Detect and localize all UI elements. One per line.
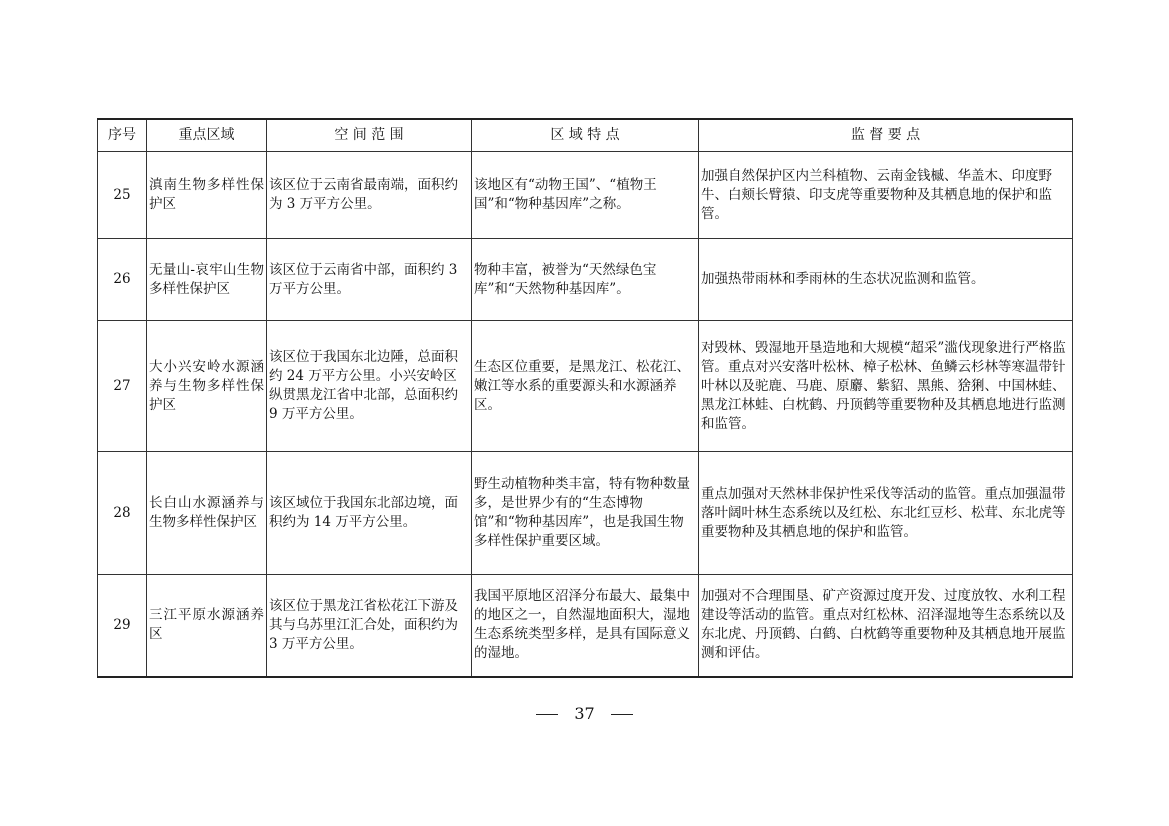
- row-number: 26: [98, 239, 147, 321]
- regions-table: [97, 118, 1073, 678]
- row-scope: 该区位于我国东北边陲，总面积约 24 万平方公里。小兴安岭区纵贯黑龙江省中北部，总面积约 9 万平方公里。: [267, 321, 472, 452]
- row-number: 25: [98, 152, 147, 239]
- row-number: 28: [98, 452, 147, 575]
- row-supervision: 加强对不合理围垦、矿产资源过度开发、过度放牧、水利工程建设等活动的监管。重点对红松林、沼泽湿地等生态系统以及东北虎、丹顶鹤、白鹤、白枕鹤等重要物种及其栖息地开展监测和评估。: [699, 575, 1073, 677]
- row-features: 我国平原地区沼泽分布最大、最集中的地区之一，自然湿地面积大，湿地生态系统类型多样，是具有国际意义的湿地。: [472, 575, 699, 677]
- row-supervision: 重点加强对天然林非保护性采伐等活动的监管。重点加强温带落叶阔叶林生态系统以及红松、东北红豆杉、松茸、东北虎等重要物种及其栖息地的保护和监管。: [699, 452, 1073, 575]
- row-features: 生态区位重要，是黑龙江、松花江、嫩江等水系的重要源头和水源涵养区。: [472, 321, 699, 452]
- row-region: 滇南生物多样性保护区: [147, 152, 267, 239]
- row-scope: 该区位于黑龙江省松花江下游及其与乌苏里江汇合处，面积约为 3 万平方公里。: [267, 575, 472, 677]
- header-supervision-points: 监 督 要 点: [699, 119, 1073, 152]
- row-scope: 该区位于云南省中部，面积约 3 万平方公里。: [267, 239, 472, 321]
- row-scope: 该区位于云南省最南端，面积约为 3 万平方公里。: [267, 152, 472, 239]
- table-row: [98, 152, 1073, 239]
- dash-right: [611, 714, 633, 715]
- header-region-features: 区 域 特 点: [472, 119, 699, 152]
- row-number: 29: [98, 575, 147, 677]
- row-number: 27: [98, 321, 147, 452]
- header-key-region: 重点区域: [147, 119, 267, 152]
- page-footer: [0, 704, 1169, 723]
- row-region: 无量山-哀牢山生物多样性保护区: [147, 239, 267, 321]
- header-spatial-scope: 空 间 范 围: [267, 119, 472, 152]
- row-scope: 该区域位于我国东北部边境，面积约为 14 万平方公里。: [267, 452, 472, 575]
- page-number: 37: [574, 704, 595, 723]
- row-features: 该地区有“动物王国”、“植物王国”和“物种基因库”之称。: [472, 152, 699, 239]
- row-supervision: 加强自然保护区内兰科植物、云南金钱槭、华盖木、印度野牛、白颊长臂猿、印支虎等重要物种及其栖息地的保护和监管。: [699, 152, 1073, 239]
- dash-left: [536, 714, 558, 715]
- row-region: 大小兴安岭水源涵养与生物多样性保护区: [147, 321, 267, 452]
- table-row: [98, 452, 1073, 575]
- row-features: 物种丰富，被誉为“天然绿色宝库”和“天然物种基因库”。: [472, 239, 699, 321]
- row-region: 长白山水源涵养与生物多样性保护区: [147, 452, 267, 575]
- table-row: [98, 321, 1073, 452]
- row-supervision: 对毁林、毁湿地开垦造地和大规模“超采”滥伐现象进行严格监管。重点对兴安落叶松林、樟子松林、鱼鳞云杉林等寒温带针叶林以及驼鹿、马鹿、原麝、紫貂、黑熊、猞猁、中国林蛙、黑龙江林蛙、白枕鹤、丹顶鹤等重要物种及其栖息地进行监测和监管。: [699, 321, 1073, 452]
- header-number: 序号: [98, 119, 147, 152]
- table-row: [98, 575, 1073, 677]
- row-region: 三江平原水源涵养区: [147, 575, 267, 677]
- table-row: [98, 239, 1073, 321]
- row-supervision: 加强热带雨林和季雨林的生态状况监测和监管。: [699, 239, 1073, 321]
- row-features: 野生动植物种类丰富，特有物种数量多，是世界少有的“生态博物馆”和“物种基因库”，也是我国生物多样性保护重要区域。: [472, 452, 699, 575]
- table-header-row: [98, 119, 1073, 152]
